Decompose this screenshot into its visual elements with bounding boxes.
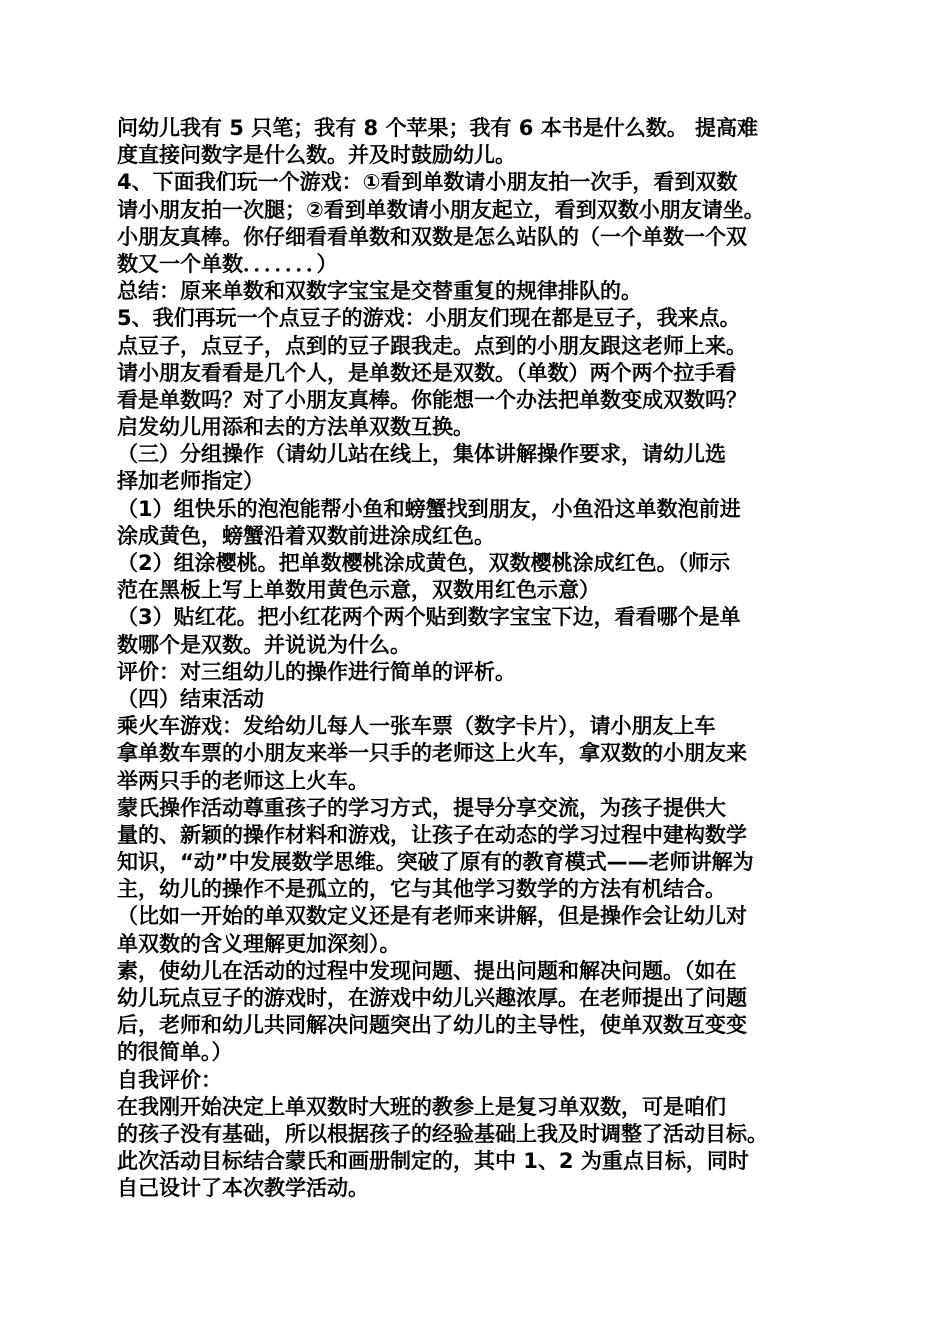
text-line: 蒙氏操作活动尊重孩子的学习方式，提导分享交流，为孩子提供大 bbox=[117, 795, 726, 820]
text-line: （1）组快乐的泡泡能帮小鱼和螃蟹找到朋友，小鱼沿这单数泡前进 bbox=[117, 496, 741, 521]
text-line: （比如一开始的单双数定义还是有老师来讲解，但是操作会让幼儿对 bbox=[117, 904, 747, 929]
text-line: 量的、新颖的操作材料和游戏，让孩子在动态的学习过程中建构数学 bbox=[117, 822, 747, 847]
text-line: 举两只手的老师这上火车。 bbox=[117, 768, 369, 793]
text-line: 单双数的含义理解更加深刻）。 bbox=[117, 931, 401, 956]
text-line: 在我刚开始决定上单双数时大班的教参上是复习单双数，可是咱们 bbox=[117, 1094, 726, 1119]
text-line: 看是单数吗？对了小朋友真棒。你能想一个办法把单数变成双数吗？ bbox=[117, 387, 747, 412]
text-line: （3）贴红花。把小红花两个两个贴到数字宝宝下边，看看哪个是单 bbox=[117, 605, 741, 630]
text-line: 主，幼儿的操作不是孤立的，它与其他学习数学的方法有机结合。 bbox=[117, 877, 726, 902]
text-line: （三）分组操作（请幼儿站在线上，集体讲解操作要求，请幼儿选 bbox=[117, 442, 726, 467]
text-line: 乘火车游戏：发给幼儿每人一张车票（数字卡片），请小朋友上车 bbox=[117, 714, 716, 739]
text-line: 度直接问数字是什么数。并及时鼓励幼儿。 bbox=[117, 143, 516, 168]
text-line: 数哪个是双数。并说说为什么。 bbox=[117, 632, 411, 657]
text-line: 范在黑板上写上单数用黄色示意，双数用红色示意） bbox=[117, 578, 600, 603]
text-line: 自己设计了本次教学活动。 bbox=[117, 1176, 369, 1201]
text-line: 总结：原来单数和双数字宝宝是交替重复的规律排队的。 bbox=[117, 279, 642, 304]
text-line: 择加老师指定） bbox=[117, 469, 264, 494]
text-line: 点豆子，点豆子，点到的豆子跟我走。点到的小朋友跟这老师上来。 bbox=[117, 333, 747, 358]
text-line: 评价：对三组幼儿的操作进行简单的评析。 bbox=[117, 659, 516, 684]
text-line: 素，使幼儿在活动的过程中发现问题、提出问题和解决问题。（如在 bbox=[117, 958, 737, 983]
text-line: 此次活动目标结合蒙氏和画册制定的，其中 1、2 为重点目标，同时 bbox=[117, 1149, 749, 1174]
document-body bbox=[117, 115, 847, 1203]
text-line: 的很简单。） bbox=[117, 1040, 233, 1065]
text-line: 启发幼儿用添和去的方法单双数互换。 bbox=[117, 415, 474, 440]
text-line: 知识，“动”中发展数学思维。突破了原有的教育模式——老师讲解为 bbox=[117, 850, 754, 875]
text-line: 请小朋友拍一次腿；②看到单数请小朋友起立，看到双数小朋友请坐。 bbox=[117, 197, 765, 222]
text-line: （四）结束活动 bbox=[117, 686, 264, 711]
text-line: 小朋友真棒。你仔细看看单数和双数是怎么站队的（一个单数一个双 bbox=[117, 224, 747, 249]
text-line: 数又一个单数．．．．．．．） bbox=[117, 251, 338, 276]
text-line: 涂成黄色，螃蟹沿着双数前进涂成红色。 bbox=[117, 523, 495, 548]
text-line: 5、我们再玩一个点豆子的游戏：小朋友们现在都是豆子，我来点。 bbox=[117, 306, 741, 331]
text-line: 幼儿玩点豆子的游戏时，在游戏中幼儿兴趣浓厚。在老师提出了问题 bbox=[117, 986, 747, 1010]
text-line: 请小朋友看看是几个人，是单数还是双数。（单数）两个两个拉手看 bbox=[117, 360, 737, 385]
text-line: （2）组涂樱桃。把单数樱桃涂成黄色，双数樱桃涂成红色。（师示 bbox=[117, 551, 731, 575]
text-line: 后，老师和幼儿共同解决问题突出了幼儿的主导性，使单双数互变变 bbox=[117, 1013, 747, 1038]
text-line: 问幼儿我有 5 只笔；我有 8 个苹果；我有 6 本书是什么数。 提高难 bbox=[117, 116, 759, 140]
text-line: 4、下面我们玩一个游戏：①看到单数请小朋友拍一次手，看到双数 bbox=[117, 170, 738, 195]
text-line: 拿单数车票的小朋友来举一只手的老师这上火车，拿双数的小朋友来 bbox=[117, 741, 747, 766]
text-line: 自我评价： bbox=[117, 1067, 222, 1092]
text-line: 的孩子没有基础，所以根据孩子的经验基础上我及时调整了活动目标。 bbox=[117, 1121, 768, 1146]
